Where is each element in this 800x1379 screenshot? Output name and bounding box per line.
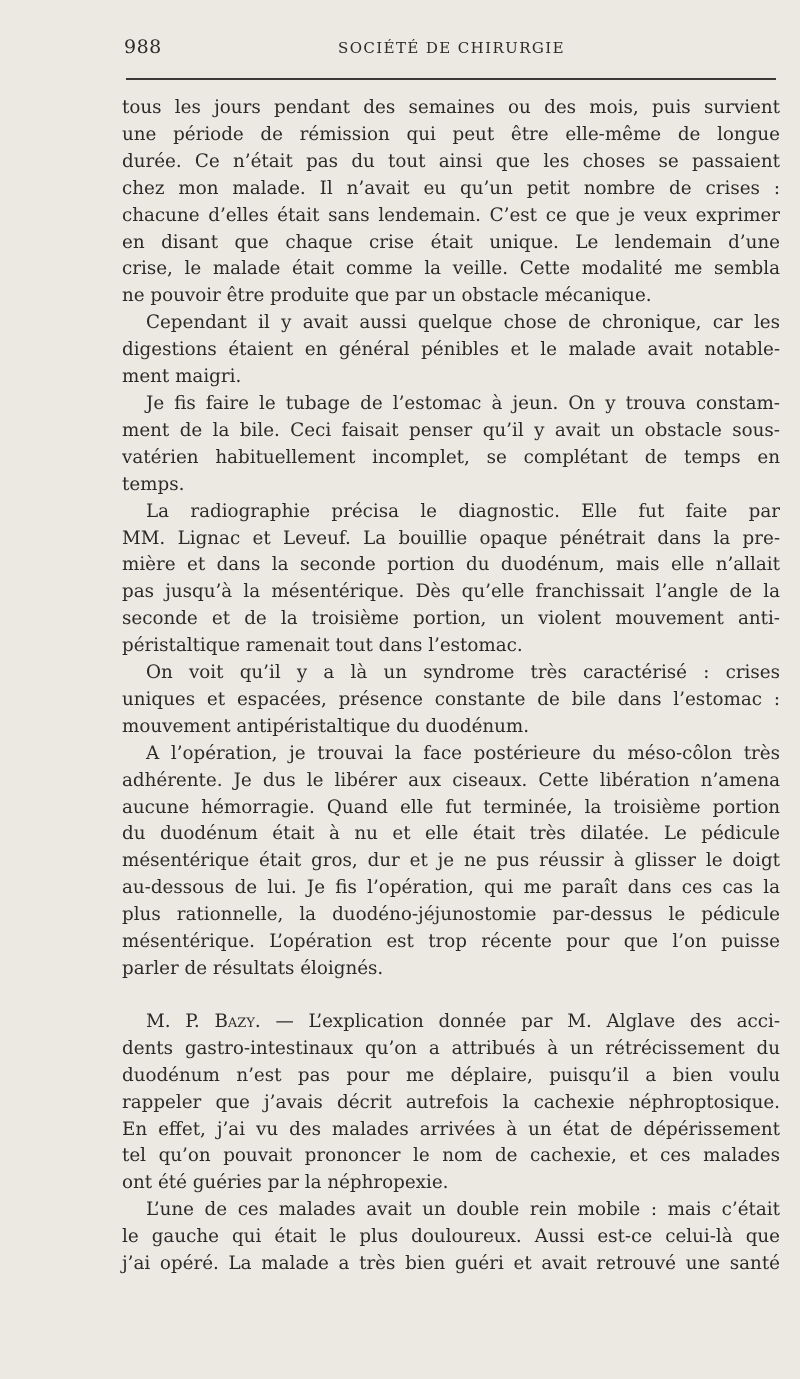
speaker-name: Bazy [214,1010,255,1032]
speech-first-line [122,1009,780,1036]
text-line: tel qu’on pouvait prononcer le nom de cachexie, et ces malades [122,1145,780,1167]
text-line: vatérien habituellement incomplet, se complétant de temps en [122,446,780,468]
page-number: 988 [124,36,162,58]
text-line: En effet, j’ai vu des malades arrivées à un état de dépérissement [122,1118,780,1140]
speaker-prefix: M. P. [146,1010,215,1032]
running-title: SOCIÉTÉ DE CHIRURGIE [338,39,565,57]
text-line: La radiographie précisa le diagnostic. Elle fut faite par [146,500,780,522]
text-line: dents gastro-intestinaux qu’on a attribués à un rétrécissement du [122,1037,780,1059]
text-line: en disant que chaque crise était unique. Le lendemain d’une [122,231,780,253]
text-line: Cependant il y avait aussi quelque chose de chronique, car les [146,312,780,334]
paragraph [122,95,780,310]
text-line: crise, le malade était comme la veille. Cette modalité me sembla [122,258,780,280]
text-line: une période de rémission qui peut être elle-même de longue [122,123,780,145]
text-line: mouvement antipéristaltique du duodénum. [122,715,530,737]
text-line: ment maigri. [122,366,242,388]
text-line: au-dessous de lui. Je fis l’opération, qui me paraît dans ces cas la [122,877,780,899]
text-line: tous les jours pendant des semaines ou des mois, puis survient [122,97,780,118]
speech-continuation [122,1197,780,1278]
text-line: parler de résultats éloignés. [122,958,384,979]
text-line: seconde et de la troisième portion, un violent mouvement anti- [122,608,780,630]
text-line: durée. Ce n’était pas du tout ainsi que les choses se passaient [122,150,780,172]
text-line: duodénum n’est pas pour me déplaire, puisqu’il a bien voulu [122,1064,780,1086]
text-line: chacune d’elles était sans lendemain. C’est ce que je veux exprimer [122,204,780,226]
text-line: On voit qu’il y a là un syndrome très caractérisé : crises [146,662,780,684]
speech-bazy [122,1009,780,1278]
text-line: aucune hémorragie. Quand elle fut terminée, la troisième portion [122,796,780,818]
text-line: Je fis faire le tubage de l’estomac à jeun. On y trouva constam- [146,392,780,414]
paragraph [122,741,780,983]
speaker-suffix: . — L’explication donnée par M. Alglave des acci- [254,1010,781,1032]
paragraph [122,310,780,391]
body-text [122,95,780,1278]
text-line: ont été guéries par la néphropexie. [122,1172,449,1194]
text-line: ne pouvoir être produite que par un obstacle mécanique. [122,285,652,307]
text-line: du duodénum était à nu et elle était très dilatée. Le pédicule [122,823,780,845]
text-line: j’ai opéré. La malade a très bien guéri et avait retrouvé une santé [122,1253,780,1275]
paragraph [122,391,780,499]
paragraph [122,499,780,660]
text-line: rappeler que j’avais décrit autrefois la cachexie néphroptosique. [122,1091,780,1113]
text-line: pas jusqu’à la mésentérique. Dès qu’elle franchissait l’angle de la [122,581,780,603]
paragraph-list [122,95,780,983]
text-line: le gauche qui était le plus douloureux. Aussi est-ce celui-là que [122,1226,780,1248]
text-line: péristaltique ramenait tout dans l’estomac. [122,635,523,657]
text-line: mésentérique. L’opération est trop récente pour que l’on puisse [122,931,780,953]
text-line: mésentérique était gros, dur et je ne pus réussir à glisser le doigt [122,850,780,872]
text-line: temps. [122,473,185,495]
text-line: digestions étaient en général pénibles et le malade avait notable- [122,339,780,361]
text-line: A l’opération, je trouvai la face postérieure du méso-côlon très [146,742,780,764]
paragraph-gap [122,983,780,1009]
text-line: ment de la bile. Ceci faisait penser qu’il y avait un obstacle sous- [122,419,780,441]
text-line: MM. Lignac et Leveuf. La bouillie opaque pénétrait dans la pre- [122,527,780,549]
page-header [124,36,779,62]
text-line: mière et dans la seconde portion du duodénum, mais elle n’allait [122,554,780,576]
speech-lines [122,1036,780,1197]
text-line: plus rationnelle, la duodéno-jéjunostomie par-dessus le pédicule [122,904,780,926]
text-line: uniques et espacées, présence constante de bile dans l’estomac : [122,688,780,710]
paragraph [122,660,780,741]
text-line: L’une de ces malades avait un double rein mobile : mais c’était [146,1199,780,1221]
text-line: chez mon malade. Il n’avait eu qu’un petit nombre de crises : [122,177,780,199]
header-rule [126,78,776,80]
text-line: adhérente. Je dus le libérer aux ciseaux. Cette libération n’amena [122,769,780,791]
